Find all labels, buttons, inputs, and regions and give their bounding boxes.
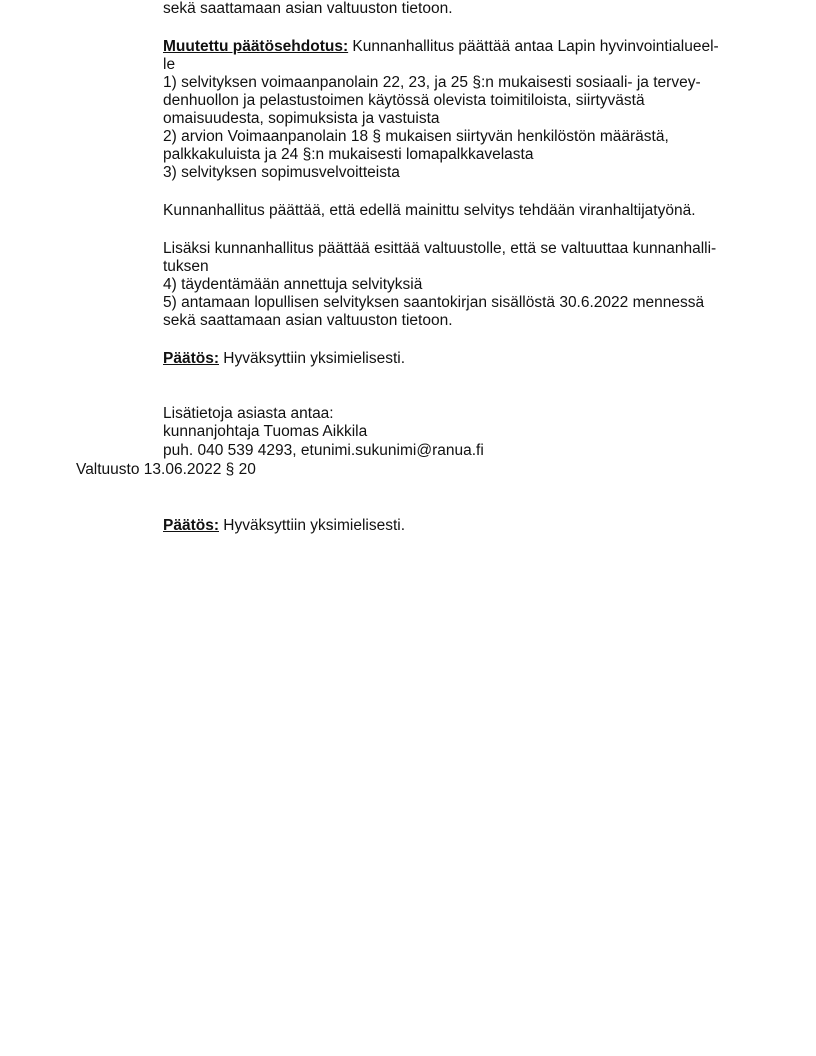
proposal-lead: Kunnanhallitus päättää antaa Lapin hyvinvointialueel- <box>348 38 719 55</box>
additional-line: 4) täydentämään annettuja selvityksiä <box>163 276 423 293</box>
decision-1 <box>163 350 405 368</box>
additional-line: sekä saattamaan asian valtuuston tietoon. <box>163 312 453 329</box>
contact-line: Lisätietoja asiasta antaa: <box>163 405 334 422</box>
decision-text: Hyväksyttiin yksimielisesti. <box>219 517 406 534</box>
decision-label: Päätös: <box>163 517 219 534</box>
proposal-label: Muutettu päätösehdotus: <box>163 38 349 55</box>
contact-line: puh. 040 539 4293, etunimi.sukunimi@ranua.fi <box>163 442 484 459</box>
proposal-item: denhuollon ja pelastustoimen käytössä olevista toimitiloista, siirtyvästä <box>163 92 645 109</box>
section-header: Valtuusto 13.06.2022 § 20 <box>76 461 256 478</box>
contact-line: kunnanjohtaja Tuomas Aikkila <box>163 423 368 440</box>
proposal-item: 3) selvityksen sopimusvelvoitteista <box>163 164 400 181</box>
additional-line: 5) antamaan lopullisen selvityksen saantokirjan sisällöstä 30.6.2022 mennessä <box>163 294 705 311</box>
proposal-item: 1) selvityksen voimaanpanolain 22, 23, ja 25 §:n mukaisesti sosiaali- ja tervey- <box>163 74 701 91</box>
top-line: sekä saattamaan asian valtuuston tietoon. <box>163 0 453 17</box>
decision-text: Hyväksyttiin yksimielisesti. <box>219 350 406 367</box>
decision-label: Päätös: <box>163 350 219 367</box>
decision-2 <box>163 517 405 535</box>
proposal-lead-cont: le <box>163 56 176 73</box>
additional-line: tuksen <box>163 258 209 275</box>
official-work-text: Kunnanhallitus päättää, että edellä mainittu selvitys tehdään viranhaltijatyönä. <box>163 202 696 219</box>
additional-line: Lisäksi kunnanhallitus päättää esittää valtuustolle, että se valtuuttaa kunnanhalli- <box>163 240 717 257</box>
proposal-item: palkkakuluista ja 24 §:n mukaisesti lomapalkkavelasta <box>163 146 534 163</box>
proposal-item: 2) arvion Voimaanpanolain 18 § mukaisen siirtyvän henkilöstön määrästä, <box>163 128 669 145</box>
proposal-item: omaisuudesta, sopimuksista ja vastuista <box>163 110 440 127</box>
proposal-first-line <box>163 38 719 56</box>
